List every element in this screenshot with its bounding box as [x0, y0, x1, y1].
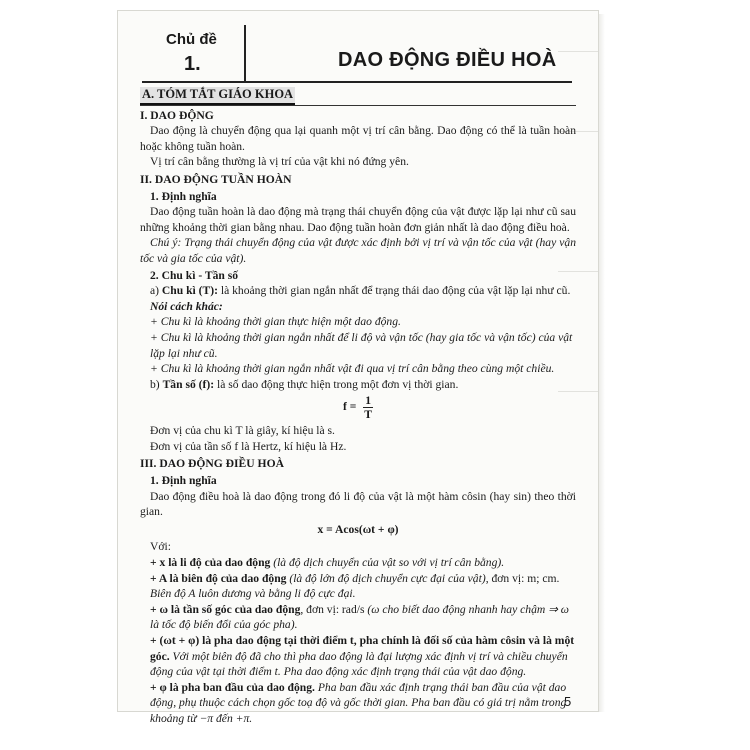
term-frequency: Tần số (f):	[162, 377, 215, 391]
paragraph: Với:	[150, 540, 171, 554]
term: + ω là tần số góc của dao động	[150, 602, 301, 616]
paragraph: Đơn vị của tần số f là Hertz, kí hiệu là Hz.	[150, 439, 347, 453]
fraction-numerator: 1	[365, 394, 372, 408]
term: + (ωt + φ) là pha dao động tại thời điểm t, pha chính là đối số của hàm côsin và là một góc.	[150, 634, 575, 663]
definition-phase	[140, 633, 576, 680]
alternate-phrase: Nói cách khác:	[150, 299, 223, 313]
term: + A là biên độ của dao động	[150, 571, 287, 585]
term-description: Với một biên độ đã cho thì pha dao động là đại lượng xác định vị trí và chiều chuyển động của vật tại thời điểm t. Pha dao động xác định trạng thái của vật dao động.	[150, 649, 568, 679]
term-description: (là độ lớn độ dịch chuyển cực đại của vật)	[286, 571, 486, 585]
title-divider	[142, 81, 572, 83]
fraction	[363, 394, 373, 421]
note: Chú ý: Trạng thái chuyển động của vật được xác định bởi vị trí và vận tốc của vật (hay vận tốc và gia tốc của vật).	[140, 236, 576, 265]
term-description: (là độ dịch chuyển của vật so với vị trí cân bằng).	[270, 556, 505, 570]
term-description: (ω cho biết dao động nhanh hay chậm ⇒ ω là tốc độ biến đổi của góc pha).	[150, 602, 569, 632]
item-prefix: b)	[150, 377, 163, 391]
bleed-through-line	[558, 51, 598, 52]
topic-label: Chủ đề	[166, 31, 217, 48]
fraction-denominator: T	[364, 408, 372, 422]
definition-x	[140, 555, 576, 571]
subheading-dinh-nghia: 1. Định nghĩa	[150, 474, 217, 488]
paragraph: Đơn vị của chu kì T là giây, kí hiệu là s.	[150, 424, 335, 438]
topic-label-box	[148, 25, 246, 81]
definition-text: là khoảng thời gian ngắn nhất để trạng thái dao động của vật lặp lại như cũ.	[217, 284, 571, 298]
bullet: + Chu kì là khoảng thời gian thực hiện một dao động.	[150, 315, 401, 329]
section-a-rule	[140, 105, 576, 106]
term-unit: , đơn vị: rad/s	[300, 602, 365, 616]
term-description: Pha ban đầu xác định trạng thái ban đầu của vật dao động, phụ thuộc cách chọn gốc toạ độ và gốc thời gian. Pha ban đầu có giá trị nằm trong khoảng từ −π đến +π.	[150, 680, 567, 725]
page-title: DAO ĐỘNG ĐIỀU HOÀ	[338, 49, 557, 71]
paragraph: Dao động tuần hoàn là dao động mà trạng thái chuyển động của vật được lặp lại như cũ sau những khoảng thời gian bằng nhau. Dao động tuần hoàn đơn giản nhất là dao động điều hoà.	[140, 205, 576, 234]
heading-dao-dong-dieu-hoa: III. DAO ĐỘNG ĐIỀU HOÀ	[140, 457, 284, 471]
formula-frequency	[140, 394, 576, 421]
definition-text: là số dao động thực hiện trong một đơn vị thời gian.	[214, 377, 459, 391]
item-prefix: a)	[150, 284, 162, 298]
term-period: Chu kì (T):	[161, 284, 218, 298]
term: + φ là pha ban đầu của dao động.	[150, 680, 315, 694]
bullet: + Chu kì là khoảng thời gian ngắn nhất để li độ và vận tốc (hay gia tốc và vận tốc) của vật lặp lại như cũ.	[150, 330, 573, 360]
heading-dao-dong: I. DAO ĐỘNG	[140, 108, 214, 122]
textbook-page	[117, 10, 599, 725]
definition-phi	[140, 680, 576, 727]
paragraph: Dao động điều hoà là dao động trong đó li độ của vật là một hàm côsin (hay sin) theo thời gian.	[140, 489, 576, 519]
subheading-dinh-nghia: 1. Định nghĩa	[150, 189, 217, 203]
page-number: 5	[564, 694, 572, 709]
topic-number: 1.	[184, 53, 201, 75]
heading-dao-dong-tuan-hoan: II. DAO ĐỘNG TUẦN HOÀN	[140, 172, 292, 186]
bullet: + Chu kì là khoảng thời gian ngắn nhất vật đi qua vị trí cân bằng theo cùng một chiều.	[150, 362, 555, 376]
paragraph: Dao động là chuyển động qua lại quanh một vị trí cân bằng. Dao động có thể là tuần hoàn hoặc không tuần hoàn.	[140, 124, 576, 153]
page-content	[140, 87, 576, 727]
formula-lhs: f =	[342, 400, 357, 414]
paragraph: Vị trí cân bằng thường là vị trí của vật khi nó đứng yên.	[150, 155, 409, 169]
definition-omega	[140, 602, 576, 633]
definition-frequency	[140, 377, 576, 393]
formula-harmonic: x = Acos(ωt + φ)	[317, 522, 399, 536]
subheading-chu-ki-tan-so: 2. Chu kì - Tần số	[150, 268, 239, 282]
term-note: Biên độ A luôn dương và bằng li độ cực đại.	[150, 587, 356, 601]
definition-A	[140, 571, 576, 602]
section-a-heading: A. TÓM TẮT GIÁO KHOA	[140, 87, 295, 105]
definition-period	[140, 283, 576, 299]
term-unit: , đơn vị: m; cm.	[485, 571, 560, 585]
term: + x là li độ của dao động	[150, 556, 271, 570]
